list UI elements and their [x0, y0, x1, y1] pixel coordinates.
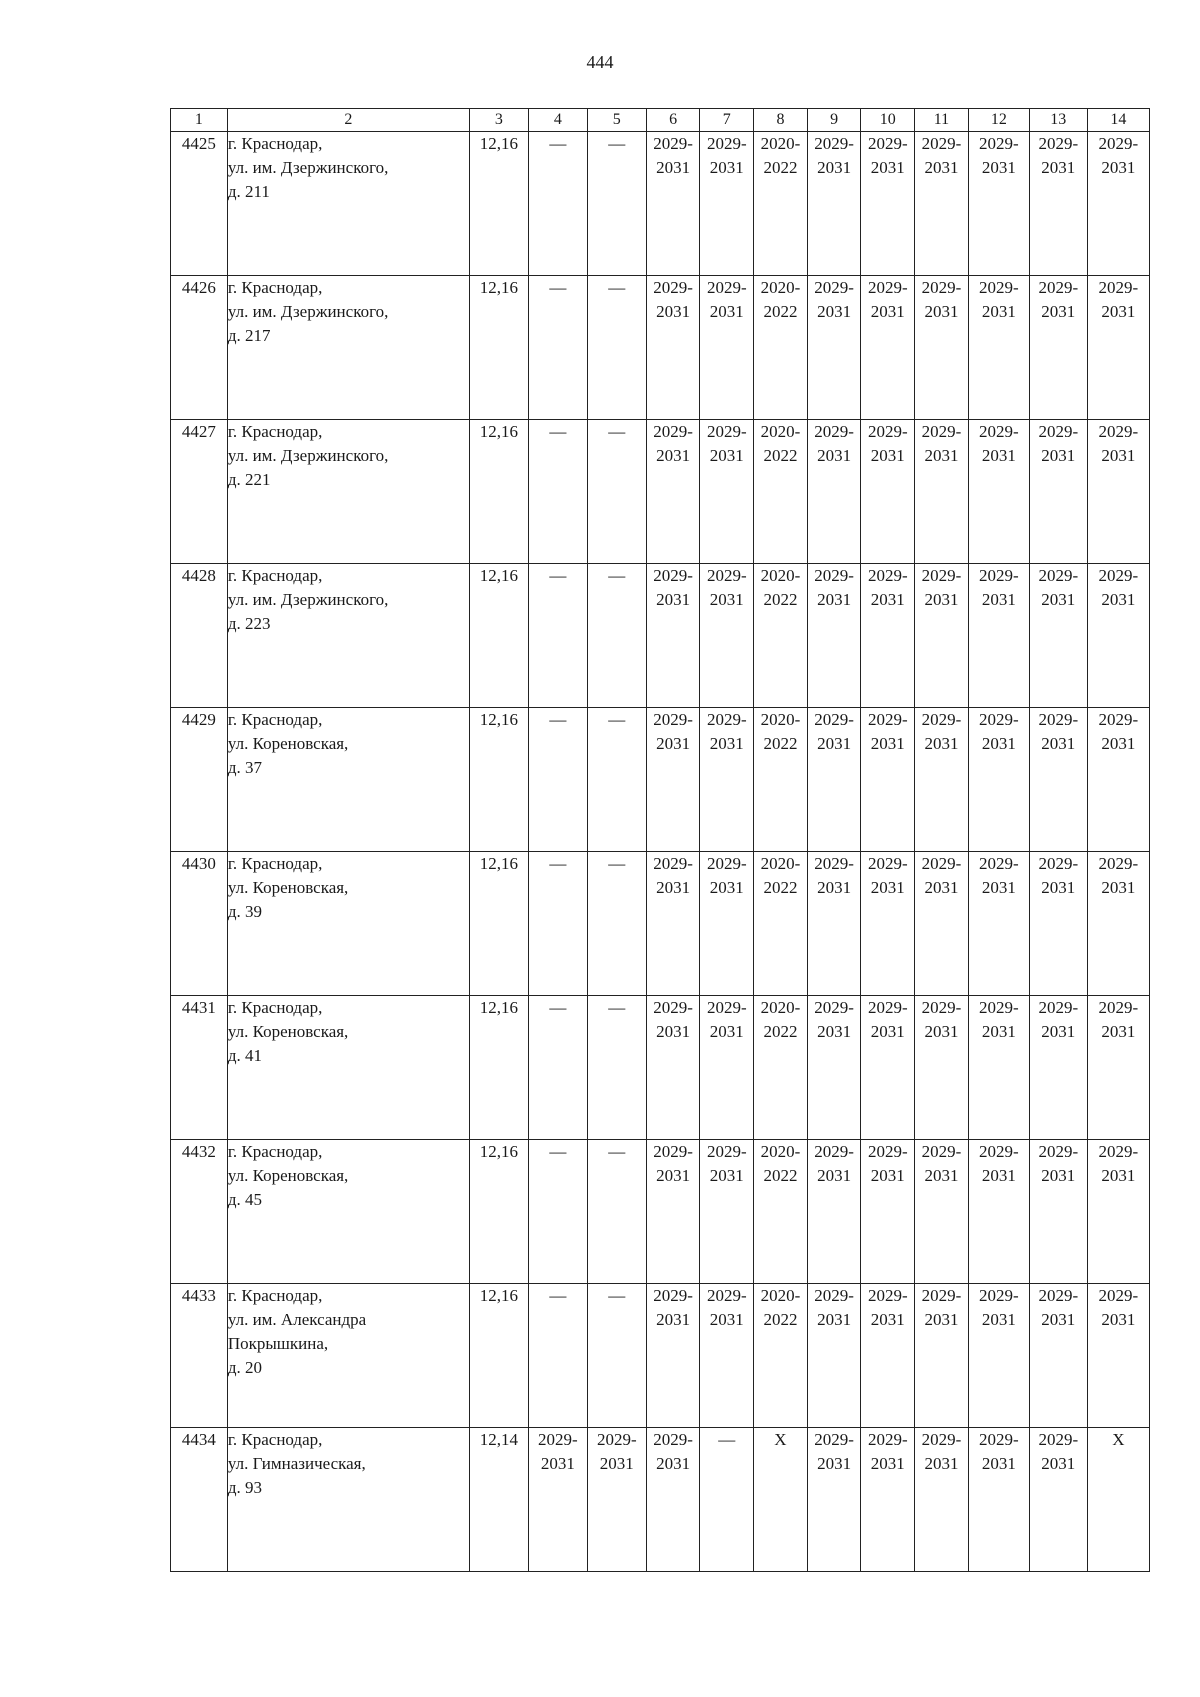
address-line: д. 39: [227, 902, 262, 921]
period-cell-col-14: 2029- 2031: [1087, 564, 1149, 708]
period-cell-col-10: 2029- 2031: [861, 132, 915, 276]
period-cell-col-13: 2029- 2031: [1029, 1284, 1087, 1428]
period-cell-col-12: 2029- 2031: [968, 420, 1029, 564]
column-header-7: 7: [700, 109, 754, 132]
period-cell-col-6: 2029- 2031: [646, 1284, 700, 1428]
period-cell-col-12: 2029- 2031: [968, 132, 1029, 276]
row-number: 4425: [171, 132, 228, 276]
table-row: [171, 708, 1150, 852]
period-cell-col-12: 2029- 2031: [968, 1140, 1029, 1284]
period-cell-col-14: 2029- 2031: [1087, 708, 1149, 852]
period-cell-col-7: 2029- 2031: [700, 564, 754, 708]
table-row: [171, 132, 1150, 276]
address-cell: [227, 852, 469, 996]
area-value: 12,16: [469, 420, 528, 564]
period-cell-col-13: 2029- 2031: [1029, 996, 1087, 1140]
column-header-9: 9: [807, 109, 861, 132]
period-cell-col-13: 2029- 2031: [1029, 852, 1087, 996]
period-cell-col-9: 2029- 2031: [807, 708, 861, 852]
column-header-14: 14: [1087, 109, 1149, 132]
address-line: г. Краснодар,: [227, 854, 323, 873]
area-value: 12,16: [469, 852, 528, 996]
row-number: 4426: [171, 276, 228, 420]
address-line: г. Краснодар,: [227, 1286, 323, 1305]
row-number: 4433: [171, 1284, 228, 1428]
period-cell-col-14: 2029- 2031: [1087, 276, 1149, 420]
period-cell-col-14: 2029- 2031: [1087, 132, 1149, 276]
period-cell-col-11: 2029- 2031: [915, 1140, 969, 1284]
row-number: 4432: [171, 1140, 228, 1284]
address-line: г. Краснодар,: [227, 422, 323, 441]
period-cell-col-11: 2029- 2031: [915, 420, 969, 564]
address-cell: [227, 996, 469, 1140]
period-cell-col-12: 2029- 2031: [968, 996, 1029, 1140]
period-cell-col-12: 2029- 2031: [968, 1428, 1029, 1572]
period-cell-col-7: 2029- 2031: [700, 420, 754, 564]
area-value: 12,14: [469, 1428, 528, 1572]
period-cell-col-11: 2029- 2031: [915, 564, 969, 708]
period-cell-col-10: 2029- 2031: [861, 996, 915, 1140]
area-value: 12,16: [469, 996, 528, 1140]
period-cell-col-14: Х: [1087, 1428, 1149, 1572]
address-cell: [227, 276, 469, 420]
address-line: д. 221: [227, 470, 271, 489]
row-number: 4428: [171, 564, 228, 708]
period-cell-col-12: 2029- 2031: [968, 564, 1029, 708]
period-cell-col-4: —: [528, 420, 587, 564]
address-line: ул. Кореновская,: [227, 1166, 349, 1185]
address-line: д. 211: [227, 182, 270, 201]
address-line: ул. им. Дзержинского,: [227, 446, 389, 465]
period-cell-col-14: 2029- 2031: [1087, 1284, 1149, 1428]
table-row: [171, 1428, 1150, 1572]
period-cell-col-9: 2029- 2031: [807, 276, 861, 420]
period-cell-col-12: 2029- 2031: [968, 276, 1029, 420]
table-body: [171, 132, 1150, 1572]
address-line: г. Краснодар,: [227, 998, 323, 1017]
address-cell: [227, 1140, 469, 1284]
row-number: 4430: [171, 852, 228, 996]
period-cell-col-8: 2020- 2022: [754, 852, 808, 996]
period-cell-col-7: 2029- 2031: [700, 852, 754, 996]
period-cell-col-4: —: [528, 1284, 587, 1428]
period-cell-col-5: —: [587, 1284, 646, 1428]
area-value: 12,16: [469, 132, 528, 276]
address-cell: [227, 564, 469, 708]
address-line: д. 37: [227, 758, 262, 777]
row-number: 4427: [171, 420, 228, 564]
period-cell-col-4: —: [528, 276, 587, 420]
address-line: Покрышкина,: [227, 1334, 329, 1353]
period-cell-col-5: —: [587, 708, 646, 852]
table-row: [171, 996, 1150, 1140]
period-cell-col-5: —: [587, 1140, 646, 1284]
address-line: г. Краснодар,: [227, 1430, 323, 1449]
address-line: д. 223: [227, 614, 271, 633]
period-cell-col-12: 2029- 2031: [968, 708, 1029, 852]
area-value: 12,16: [469, 1284, 528, 1428]
period-cell-col-7: 2029- 2031: [700, 276, 754, 420]
address-line: г. Краснодар,: [227, 566, 323, 585]
period-cell-col-14: 2029- 2031: [1087, 852, 1149, 996]
address-line: г. Краснодар,: [227, 710, 323, 729]
period-cell-col-6: 2029- 2031: [646, 132, 700, 276]
period-cell-col-9: 2029- 2031: [807, 420, 861, 564]
row-number: 4431: [171, 996, 228, 1140]
period-cell-col-10: 2029- 2031: [861, 564, 915, 708]
table-row: [171, 852, 1150, 996]
period-cell-col-13: 2029- 2031: [1029, 276, 1087, 420]
column-header-10: 10: [861, 109, 915, 132]
column-header-12: 12: [968, 109, 1029, 132]
period-cell-col-9: 2029- 2031: [807, 1428, 861, 1572]
period-cell-col-8: 2020- 2022: [754, 132, 808, 276]
period-cell-col-6: 2029- 2031: [646, 1140, 700, 1284]
period-cell-col-4: —: [528, 564, 587, 708]
table-row: [171, 564, 1150, 708]
row-number: 4429: [171, 708, 228, 852]
period-cell-col-6: 2029- 2031: [646, 276, 700, 420]
area-value: 12,16: [469, 276, 528, 420]
period-cell-col-14: 2029- 2031: [1087, 420, 1149, 564]
period-cell-col-13: 2029- 2031: [1029, 1140, 1087, 1284]
column-header-3: 3: [469, 109, 528, 132]
period-cell-col-11: 2029- 2031: [915, 276, 969, 420]
table-row: [171, 1140, 1150, 1284]
address-line: д. 45: [227, 1190, 262, 1209]
row-number: 4434: [171, 1428, 228, 1572]
period-cell-col-4: —: [528, 132, 587, 276]
period-cell-col-6: 2029- 2031: [646, 420, 700, 564]
column-header-8: 8: [754, 109, 808, 132]
period-cell-col-5: 2029- 2031: [587, 1428, 646, 1572]
period-cell-col-10: 2029- 2031: [861, 276, 915, 420]
period-cell-col-6: 2029- 2031: [646, 852, 700, 996]
period-cell-col-5: —: [587, 996, 646, 1140]
period-cell-col-4: —: [528, 852, 587, 996]
period-cell-col-9: 2029- 2031: [807, 996, 861, 1140]
area-value: 12,16: [469, 708, 528, 852]
period-cell-col-7: 2029- 2031: [700, 132, 754, 276]
period-cell-col-5: —: [587, 276, 646, 420]
period-cell-col-13: 2029- 2031: [1029, 1428, 1087, 1572]
address-line: ул. Гимназическая,: [227, 1454, 366, 1473]
period-cell-col-8: 2020- 2022: [754, 564, 808, 708]
period-cell-col-7: 2029- 2031: [700, 996, 754, 1140]
period-cell-col-9: 2029- 2031: [807, 852, 861, 996]
area-value: 12,16: [469, 1140, 528, 1284]
period-cell-col-6: 2029- 2031: [646, 708, 700, 852]
period-cell-col-8: 2020- 2022: [754, 708, 808, 852]
column-header-13: 13: [1029, 109, 1087, 132]
address-cell: [227, 1284, 469, 1428]
address-line: г. Краснодар,: [227, 134, 323, 153]
period-cell-col-5: —: [587, 132, 646, 276]
period-cell-col-5: —: [587, 852, 646, 996]
period-cell-col-14: 2029- 2031: [1087, 996, 1149, 1140]
column-header-1: 1: [171, 109, 228, 132]
period-cell-col-10: 2029- 2031: [861, 852, 915, 996]
period-cell-col-6: 2029- 2031: [646, 1428, 700, 1572]
period-cell-col-7: 2029- 2031: [700, 1284, 754, 1428]
period-cell-col-4: —: [528, 1140, 587, 1284]
period-cell-col-5: —: [587, 420, 646, 564]
period-cell-col-4: 2029- 2031: [528, 1428, 587, 1572]
address-line: г. Краснодар,: [227, 278, 323, 297]
column-header-6: 6: [646, 109, 700, 132]
address-cell: [227, 132, 469, 276]
period-cell-col-13: 2029- 2031: [1029, 708, 1087, 852]
period-cell-col-11: 2029- 2031: [915, 1428, 969, 1572]
address-line: г. Краснодар,: [227, 1142, 323, 1161]
address-line: д. 41: [227, 1046, 262, 1065]
column-header-11: 11: [915, 109, 969, 132]
period-cell-col-8: 2020- 2022: [754, 1284, 808, 1428]
period-cell-col-6: 2029- 2031: [646, 564, 700, 708]
period-cell-col-9: 2029- 2031: [807, 1284, 861, 1428]
period-cell-col-14: 2029- 2031: [1087, 1140, 1149, 1284]
period-cell-col-8: Х: [754, 1428, 808, 1572]
address-line: ул. им. Александра: [227, 1310, 367, 1329]
period-cell-col-6: 2029- 2031: [646, 996, 700, 1140]
registry-table: [170, 108, 1150, 1572]
address-line: ул. им. Дзержинского,: [227, 302, 389, 321]
period-cell-col-10: 2029- 2031: [861, 708, 915, 852]
period-cell-col-9: 2029- 2031: [807, 132, 861, 276]
period-cell-col-10: 2029- 2031: [861, 1428, 915, 1572]
period-cell-col-11: 2029- 2031: [915, 1284, 969, 1428]
period-cell-col-8: 2020- 2022: [754, 996, 808, 1140]
address-line: ул. им. Дзержинского,: [227, 158, 389, 177]
period-cell-col-8: 2020- 2022: [754, 420, 808, 564]
table-row: [171, 420, 1150, 564]
period-cell-col-12: 2029- 2031: [968, 1284, 1029, 1428]
column-header-5: 5: [587, 109, 646, 132]
period-cell-col-4: —: [528, 996, 587, 1140]
period-cell-col-11: 2029- 2031: [915, 852, 969, 996]
address-line: ул. Кореновская,: [227, 734, 349, 753]
period-cell-col-9: 2029- 2031: [807, 564, 861, 708]
period-cell-col-10: 2029- 2031: [861, 420, 915, 564]
table-header: [171, 109, 1150, 132]
period-cell-col-8: 2020- 2022: [754, 1140, 808, 1284]
address-line: д. 20: [227, 1358, 262, 1377]
column-header-4: 4: [528, 109, 587, 132]
table-row: [171, 1284, 1150, 1428]
period-cell-col-5: —: [587, 564, 646, 708]
address-line: д. 217: [227, 326, 271, 345]
period-cell-col-10: 2029- 2031: [861, 1284, 915, 1428]
address-cell: [227, 708, 469, 852]
period-cell-col-11: 2029- 2031: [915, 996, 969, 1140]
period-cell-col-11: 2029- 2031: [915, 132, 969, 276]
period-cell-col-13: 2029- 2031: [1029, 564, 1087, 708]
period-cell-col-7: 2029- 2031: [700, 708, 754, 852]
period-cell-col-13: 2029- 2031: [1029, 420, 1087, 564]
period-cell-col-7: —: [700, 1428, 754, 1572]
address-line: ул. им. Дзержинского,: [227, 590, 389, 609]
table-row: [171, 276, 1150, 420]
period-cell-col-10: 2029- 2031: [861, 1140, 915, 1284]
period-cell-col-12: 2029- 2031: [968, 852, 1029, 996]
area-value: 12,16: [469, 564, 528, 708]
period-cell-col-7: 2029- 2031: [700, 1140, 754, 1284]
period-cell-col-11: 2029- 2031: [915, 708, 969, 852]
period-cell-col-8: 2020- 2022: [754, 276, 808, 420]
column-header-2: 2: [227, 109, 469, 132]
page-number: 444: [586, 52, 614, 72]
address-line: д. 93: [227, 1478, 262, 1497]
address-cell: [227, 1428, 469, 1572]
period-cell-col-13: 2029- 2031: [1029, 132, 1087, 276]
address-line: ул. Кореновская,: [227, 878, 349, 897]
address-cell: [227, 420, 469, 564]
period-cell-col-4: —: [528, 708, 587, 852]
header-row: [171, 109, 1150, 132]
period-cell-col-9: 2029- 2031: [807, 1140, 861, 1284]
address-line: ул. Кореновская,: [227, 1022, 349, 1041]
